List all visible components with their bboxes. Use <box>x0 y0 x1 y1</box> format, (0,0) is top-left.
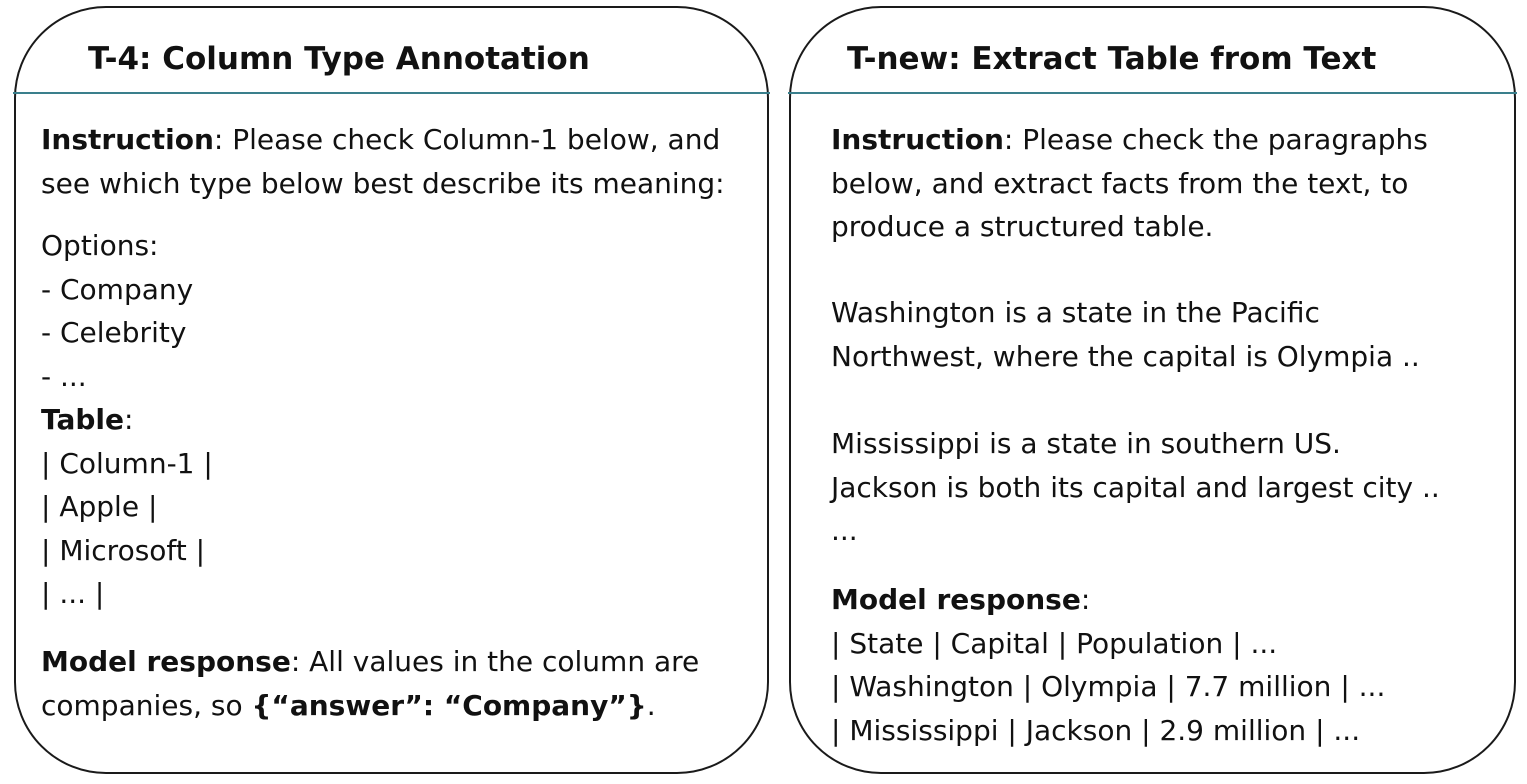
model-response-block <box>41 640 699 727</box>
table-row: | Microsoft | <box>41 533 206 567</box>
table-label: Table <box>41 403 125 436</box>
response-text-1: : All values in the column are <box>290 645 700 678</box>
paragraph-mississippi <box>831 422 1440 553</box>
instruction-line-2: below, and extract facts from the text, to <box>831 166 1409 200</box>
response-row: | Mississippi | Jackson | 2.9 million | ... <box>831 713 1361 747</box>
instruction-line-3: produce a structured table. <box>831 210 1214 243</box>
instruction-label: Instruction <box>41 123 214 156</box>
instruction-block <box>41 118 725 205</box>
paragraph-line: Jackson is both its capital and largest city .. <box>831 470 1440 504</box>
instruction-line-1 <box>831 118 1428 162</box>
response-label: Model response <box>831 583 1081 616</box>
table-row: | Apple | <box>41 490 158 523</box>
panel-extract-table-from-text <box>789 6 1516 774</box>
response-answer: {“answer”: “Company”} <box>251 688 647 722</box>
panel-title: T-new: Extract Table from Text <box>847 41 1377 77</box>
options-block <box>41 224 193 398</box>
panel-column-type-annotation <box>14 6 769 774</box>
instruction-text-1: : Please check Column-1 below, and <box>213 123 721 156</box>
paragraph-line: Washington is a state in the Pacific <box>831 296 1320 329</box>
response-row: | State | Capital | Population | ... <box>831 626 1278 660</box>
table-row: | Column-1 | <box>41 446 213 480</box>
instruction-block <box>831 118 1428 249</box>
option-item: - ... <box>41 359 87 393</box>
option-item: - Company <box>41 272 194 306</box>
response-row: | Washington | Olympia | 7.7 million | ... <box>831 670 1386 703</box>
response-line-1 <box>41 640 699 684</box>
instruction-text-1: : Please check the paragraphs <box>1003 123 1428 156</box>
options-header: Options: <box>41 229 159 262</box>
option-item: - Celebrity <box>41 316 187 349</box>
paragraph-washington <box>831 291 1420 378</box>
title-divider <box>13 92 770 94</box>
response-end: . <box>646 688 656 722</box>
table-label-line <box>41 398 213 442</box>
response-colon: : <box>1080 583 1091 616</box>
model-response-block <box>831 578 1385 752</box>
instruction-label: Instruction <box>831 123 1004 156</box>
table-block <box>41 398 213 616</box>
response-prefix: companies, so <box>41 688 252 722</box>
panel-title: T-4: Column Type Annotation <box>88 41 590 77</box>
table-colon: : <box>124 403 134 436</box>
response-line-2 <box>41 684 699 728</box>
response-label-line <box>831 578 1385 622</box>
response-label: Model response <box>41 645 291 678</box>
instruction-line-2: see which type below best describe its meaning: <box>41 166 725 200</box>
instruction-line-1 <box>41 118 725 162</box>
paragraph-line: Northwest, where the capital is Olympia .. <box>831 339 1420 373</box>
paragraph-line: ... <box>831 514 858 547</box>
paragraph-line: Mississippi is a state in southern US. <box>831 427 1341 460</box>
table-row: | ... | <box>41 577 105 610</box>
title-divider <box>788 92 1517 94</box>
